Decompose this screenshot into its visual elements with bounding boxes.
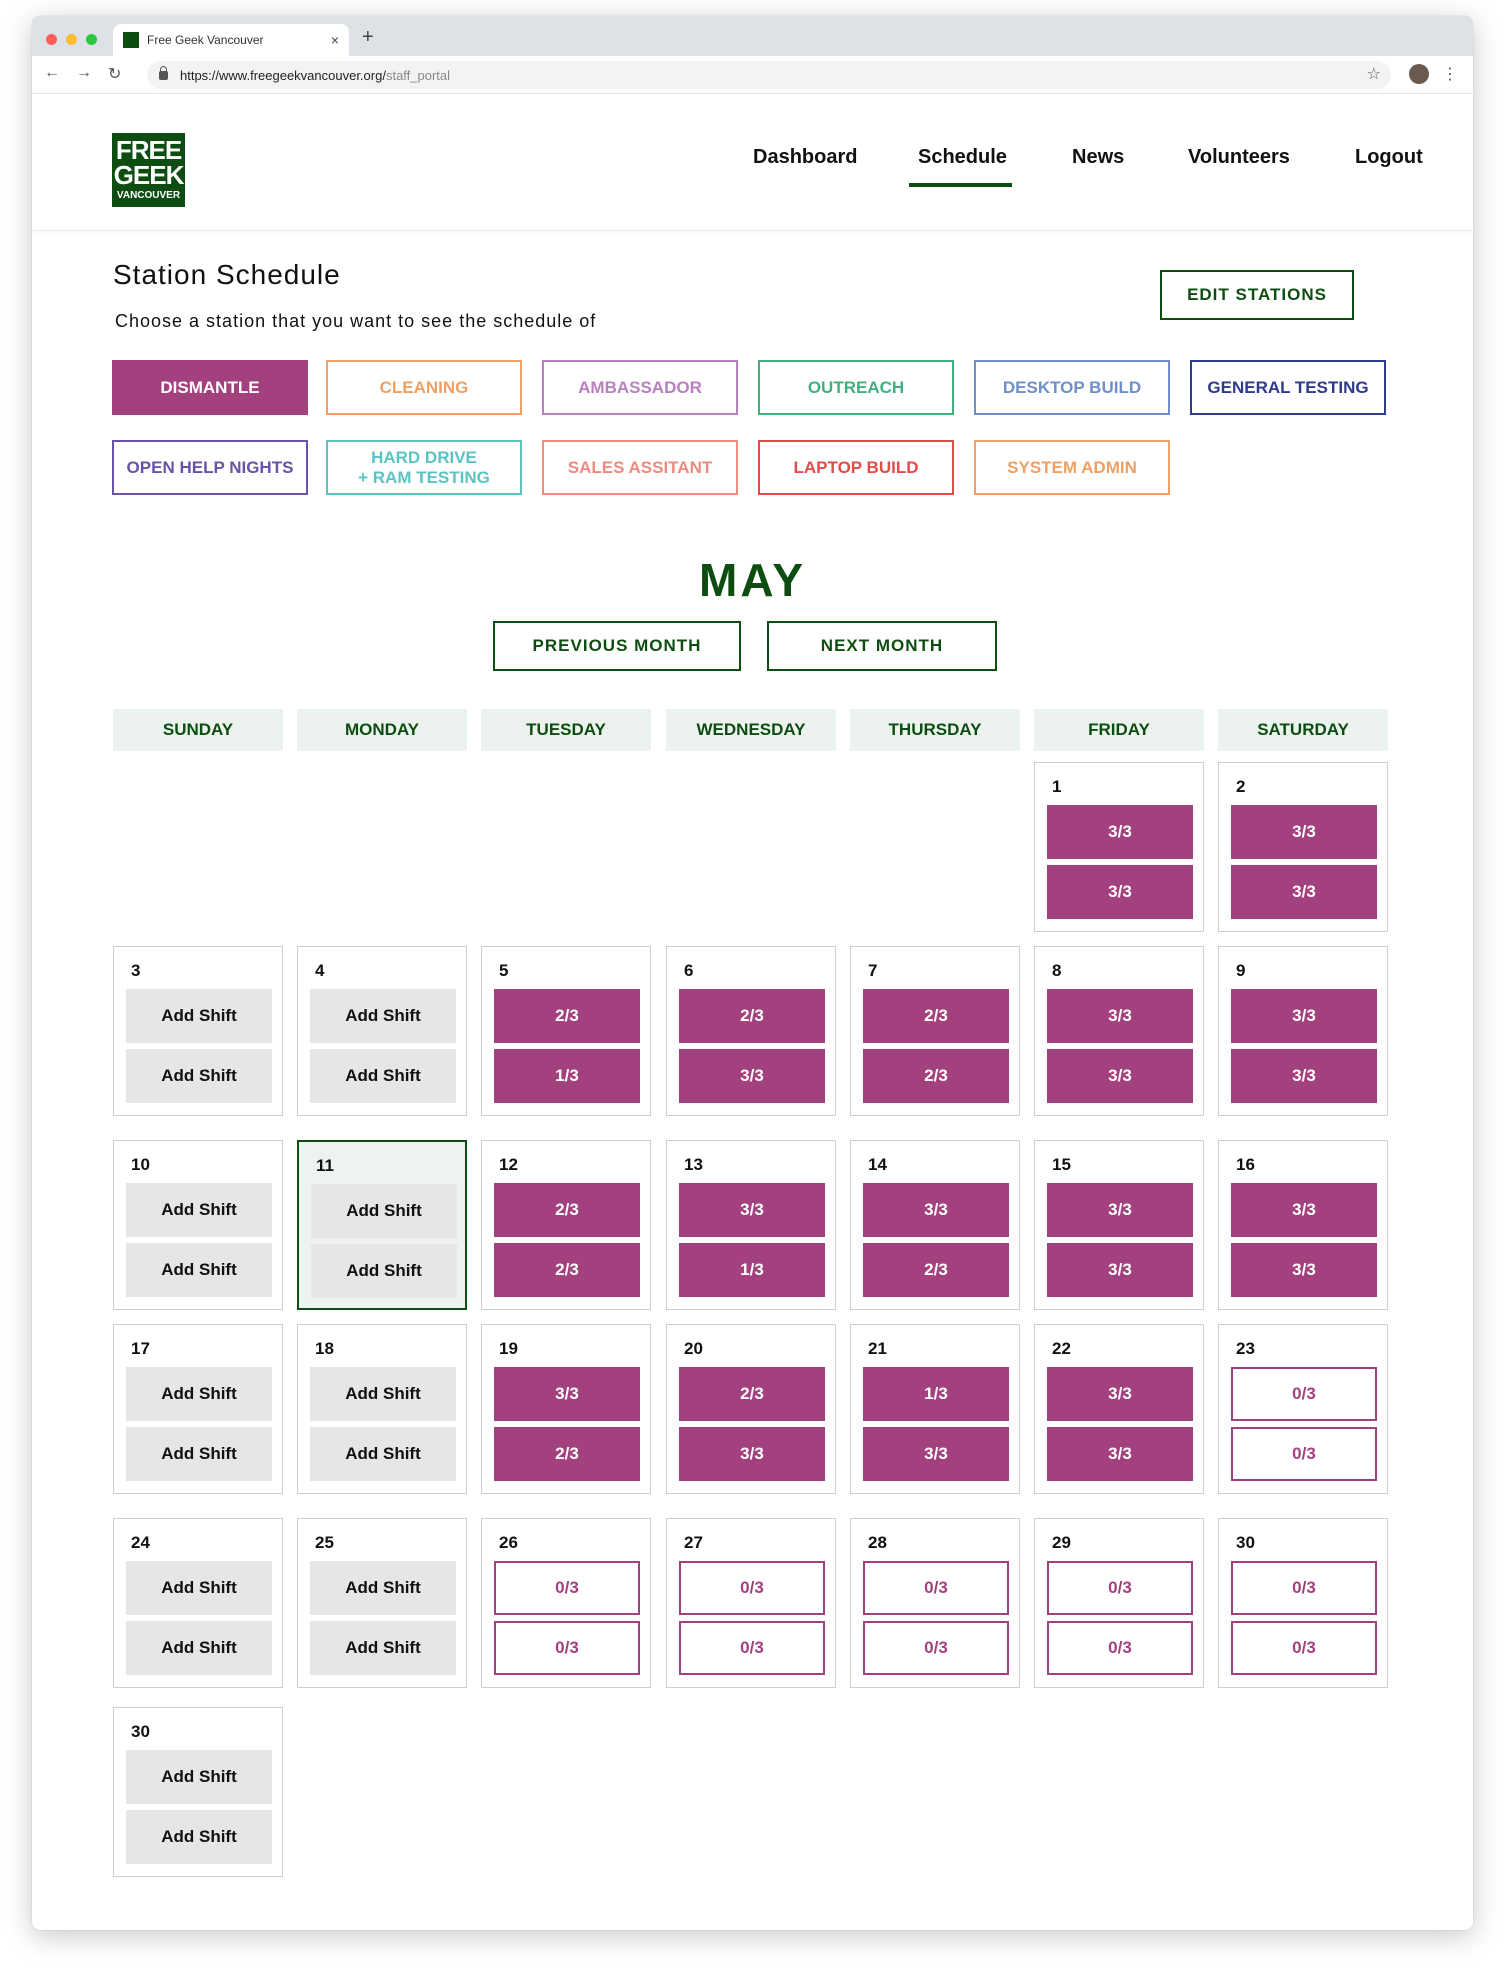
tab-title: Free Geek Vancouver: [147, 33, 264, 47]
shift-slot[interactable]: 1/3: [679, 1243, 825, 1297]
day-number: 10: [131, 1155, 150, 1174]
add-shift-button[interactable]: Add Shift: [310, 1561, 456, 1615]
shift-slot[interactable]: 3/3: [1231, 1183, 1377, 1237]
browser-menu-icon[interactable]: ⋮: [1442, 66, 1458, 83]
day-number: 11: [316, 1156, 334, 1175]
shift-slot[interactable]: 3/3: [679, 1183, 825, 1237]
shift-slot[interactable]: 2/3: [494, 989, 640, 1043]
nav-volunteers[interactable]: Volunteers: [1188, 146, 1290, 168]
browser-window: [32, 16, 1473, 1930]
next-month-button[interactable]: NEXT MONTH: [767, 621, 997, 671]
add-shift-button[interactable]: Add Shift: [126, 1243, 272, 1297]
day-number: 7: [868, 961, 878, 980]
bookmark-star-icon[interactable]: ☆: [1366, 66, 1381, 83]
shift-slot[interactable]: 3/3: [863, 1183, 1009, 1237]
shift-slot[interactable]: 0/3: [679, 1621, 825, 1675]
add-shift-button[interactable]: Add Shift: [126, 1561, 272, 1615]
minimize-window-icon[interactable]: [66, 34, 77, 45]
day-cell[interactable]: [297, 1324, 467, 1494]
day-cell[interactable]: [1218, 1324, 1388, 1494]
day-cell[interactable]: [113, 1324, 283, 1494]
shift-slot[interactable]: 3/3: [1231, 1049, 1377, 1103]
weekday-header-thursday: THURSDAY: [850, 709, 1020, 751]
day-cell[interactable]: [666, 1324, 836, 1494]
nav-news[interactable]: News: [1072, 146, 1125, 168]
shift-slot[interactable]: 2/3: [494, 1243, 640, 1297]
shift-slot[interactable]: 0/3: [1047, 1621, 1193, 1675]
weekday-header-tuesday: TUESDAY: [481, 709, 651, 751]
day-cell[interactable]: [481, 1140, 651, 1310]
shift-slot[interactable]: 3/3: [1231, 865, 1377, 919]
add-shift-button[interactable]: Add Shift: [310, 1427, 456, 1481]
day-number: 25: [315, 1533, 334, 1552]
day-number: 6: [684, 961, 694, 980]
day-number: 21: [868, 1339, 887, 1358]
day-number: 23: [1236, 1339, 1255, 1358]
day-number: 20: [684, 1339, 703, 1358]
day-number: 26: [499, 1533, 518, 1552]
day-number: 12: [499, 1155, 518, 1174]
day-number: 5: [499, 961, 509, 980]
shift-slot[interactable]: 0/3: [1231, 1561, 1377, 1615]
url-text: https://www.freegeekvancouver.org/staff_portal: [180, 67, 451, 83]
add-shift-button[interactable]: Add Shift: [126, 1427, 272, 1481]
shift-slot[interactable]: 3/3: [1047, 1427, 1193, 1481]
address-bar[interactable]: [147, 61, 1391, 89]
add-shift-button[interactable]: Add Shift: [126, 1750, 272, 1804]
day-cell[interactable]: [481, 946, 651, 1116]
previous-month-button[interactable]: PREVIOUS MONTH: [493, 621, 741, 671]
day-cell[interactable]: [481, 1324, 651, 1494]
day-number: 24: [131, 1533, 150, 1552]
day-cell[interactable]: [1034, 1324, 1204, 1494]
shift-slot[interactable]: 3/3: [1231, 1243, 1377, 1297]
reload-icon[interactable]: ↻: [108, 66, 122, 83]
day-cell[interactable]: [1218, 762, 1388, 932]
add-shift-button[interactable]: Add Shift: [310, 1367, 456, 1421]
day-cell[interactable]: [113, 1518, 283, 1688]
shift-slot[interactable]: 0/3: [1231, 1367, 1377, 1421]
browser-toolbar: [32, 56, 1473, 94]
shift-slot[interactable]: 0/3: [494, 1621, 640, 1675]
shift-slot[interactable]: 0/3: [494, 1561, 640, 1615]
add-shift-button[interactable]: Add Shift: [311, 1244, 457, 1298]
favicon-icon: [123, 32, 139, 48]
shift-slot[interactable]: 2/3: [494, 1427, 640, 1481]
shift-slot[interactable]: 0/3: [1047, 1561, 1193, 1615]
day-cell[interactable]: [666, 1518, 836, 1688]
shift-slot[interactable]: 0/3: [1231, 1427, 1377, 1481]
shift-slot[interactable]: 2/3: [863, 1049, 1009, 1103]
station-desktop-build[interactable]: DESKTOP BUILD: [974, 360, 1170, 415]
station-general-testing[interactable]: GENERAL TESTING: [1190, 360, 1386, 415]
browser-tab[interactable]: [113, 24, 349, 56]
station-laptop-build[interactable]: LAPTOP BUILD: [758, 440, 954, 495]
day-number: 29: [1052, 1533, 1071, 1552]
day-cell[interactable]: [481, 1518, 651, 1688]
shift-slot[interactable]: 3/3: [1231, 989, 1377, 1043]
active-nav-underline: [909, 183, 1012, 187]
shift-slot[interactable]: 3/3: [679, 1049, 825, 1103]
day-cell[interactable]: [850, 1140, 1020, 1310]
shift-slot[interactable]: 3/3: [1047, 1243, 1193, 1297]
maximize-window-icon[interactable]: [86, 34, 97, 45]
add-shift-button[interactable]: Add Shift: [126, 1367, 272, 1421]
station-dismantle[interactable]: DISMANTLE: [112, 360, 308, 415]
day-cell[interactable]: [1218, 1518, 1388, 1688]
day-number: 30: [1236, 1533, 1255, 1552]
station-open-help-nights[interactable]: OPEN HELP NIGHTS: [112, 440, 308, 495]
day-cell[interactable]: [1034, 1140, 1204, 1310]
station-system-admin[interactable]: SYSTEM ADMIN: [974, 440, 1170, 495]
shift-slot[interactable]: 2/3: [494, 1183, 640, 1237]
free-geek-logo[interactable]: FREE GEEK VANCOUVER: [112, 133, 185, 207]
day-cell[interactable]: [850, 1324, 1020, 1494]
day-number: 17: [131, 1339, 150, 1358]
shift-slot[interactable]: 3/3: [1047, 1183, 1193, 1237]
day-cell[interactable]: [297, 1518, 467, 1688]
shift-slot[interactable]: 3/3: [1047, 1367, 1193, 1421]
nav-dashboard[interactable]: Dashboard: [753, 146, 858, 168]
day-number: 14: [868, 1155, 887, 1174]
shift-slot[interactable]: 1/3: [863, 1367, 1009, 1421]
day-cell[interactable]: [1218, 946, 1388, 1116]
day-cell[interactable]: [297, 1140, 467, 1310]
shift-slot[interactable]: 3/3: [494, 1367, 640, 1421]
station-ambassador[interactable]: AMBASSADOR: [542, 360, 738, 415]
day-number: 1: [1052, 777, 1062, 796]
add-shift-button[interactable]: Add Shift: [310, 989, 456, 1043]
day-cell[interactable]: [850, 1518, 1020, 1688]
weekday-header-monday: MONDAY: [297, 709, 467, 751]
add-shift-button[interactable]: Add Shift: [126, 989, 272, 1043]
site-header: [32, 94, 1473, 231]
add-shift-button[interactable]: Add Shift: [126, 1810, 272, 1864]
add-shift-button[interactable]: Add Shift: [311, 1184, 457, 1238]
page-title: Station Schedule: [113, 259, 341, 290]
day-number: 4: [315, 961, 325, 980]
shift-slot[interactable]: 0/3: [1231, 1621, 1377, 1675]
day-cell[interactable]: [113, 1707, 283, 1877]
day-cell[interactable]: [850, 946, 1020, 1116]
shift-slot[interactable]: 3/3: [1047, 989, 1193, 1043]
day-cell[interactable]: [113, 1140, 283, 1310]
profile-avatar[interactable]: [1409, 64, 1429, 84]
back-icon[interactable]: ←: [44, 64, 60, 81]
day-cell[interactable]: [666, 946, 836, 1116]
day-cell[interactable]: [666, 1140, 836, 1310]
day-number: 9: [1236, 961, 1246, 980]
day-number: 2: [1236, 777, 1246, 796]
shift-slot[interactable]: 2/3: [863, 989, 1009, 1043]
shift-slot[interactable]: 3/3: [1047, 865, 1193, 919]
nav-logout[interactable]: Logout: [1355, 146, 1423, 168]
nav-schedule[interactable]: Schedule: [918, 146, 1007, 168]
station-cleaning[interactable]: CLEANING: [326, 360, 522, 415]
shift-slot[interactable]: 0/3: [679, 1561, 825, 1615]
shift-slot[interactable]: 0/3: [863, 1621, 1009, 1675]
day-cell[interactable]: [113, 946, 283, 1116]
day-number: 13: [684, 1155, 703, 1174]
add-shift-button[interactable]: Add Shift: [126, 1183, 272, 1237]
shift-slot[interactable]: 3/3: [679, 1427, 825, 1481]
weekday-header-friday: FRIDAY: [1034, 709, 1204, 751]
new-tab-icon[interactable]: +: [362, 26, 374, 48]
tab-bar: [32, 16, 1473, 56]
shift-slot[interactable]: 2/3: [679, 989, 825, 1043]
day-number: 30: [131, 1722, 150, 1741]
month-title: MAY: [699, 554, 806, 606]
shift-slot[interactable]: 3/3: [1047, 805, 1193, 859]
shift-slot[interactable]: 3/3: [863, 1427, 1009, 1481]
day-number: 15: [1052, 1155, 1071, 1174]
day-cell[interactable]: [297, 946, 467, 1116]
station-sales-assitant[interactable]: SALES ASSITANT: [542, 440, 738, 495]
shift-slot[interactable]: 3/3: [1231, 805, 1377, 859]
day-number: 28: [868, 1533, 887, 1552]
day-cell[interactable]: [1034, 762, 1204, 932]
shift-slot[interactable]: 0/3: [863, 1561, 1009, 1615]
day-number: 22: [1052, 1339, 1071, 1358]
close-window-icon[interactable]: [46, 34, 57, 45]
lock-icon: [159, 71, 168, 80]
shift-slot[interactable]: 3/3: [1047, 1049, 1193, 1103]
add-shift-button[interactable]: Add Shift: [126, 1049, 272, 1103]
day-number: 18: [315, 1339, 334, 1358]
forward-icon[interactable]: →: [76, 64, 92, 81]
weekday-header-saturday: SATURDAY: [1218, 709, 1388, 751]
day-number: 19: [499, 1339, 518, 1358]
page-subtitle: Choose a station that you want to see the schedule of: [115, 311, 597, 331]
day-cell[interactable]: [1218, 1140, 1388, 1310]
day-number: 3: [131, 961, 141, 980]
station-outreach[interactable]: OUTREACH: [758, 360, 954, 415]
shift-slot[interactable]: 2/3: [679, 1367, 825, 1421]
day-number: 8: [1052, 961, 1062, 980]
weekday-header-sunday: SUNDAY: [113, 709, 283, 751]
day-cell[interactable]: [1034, 946, 1204, 1116]
add-shift-button[interactable]: Add Shift: [310, 1049, 456, 1103]
add-shift-button[interactable]: Add Shift: [126, 1621, 272, 1675]
add-shift-button[interactable]: Add Shift: [310, 1621, 456, 1675]
tab-close-icon[interactable]: ×: [330, 32, 339, 48]
shift-slot[interactable]: 1/3: [494, 1049, 640, 1103]
day-cell[interactable]: [1034, 1518, 1204, 1688]
weekday-header-wednesday: WEDNESDAY: [666, 709, 836, 751]
day-number: 27: [684, 1533, 703, 1552]
station-hard-drive-ram-testing[interactable]: HARD DRIVE + RAM TESTING: [326, 440, 522, 495]
shift-slot[interactable]: 2/3: [863, 1243, 1009, 1297]
day-number: 16: [1236, 1155, 1255, 1174]
edit-stations-button[interactable]: EDIT STATIONS: [1160, 270, 1354, 320]
